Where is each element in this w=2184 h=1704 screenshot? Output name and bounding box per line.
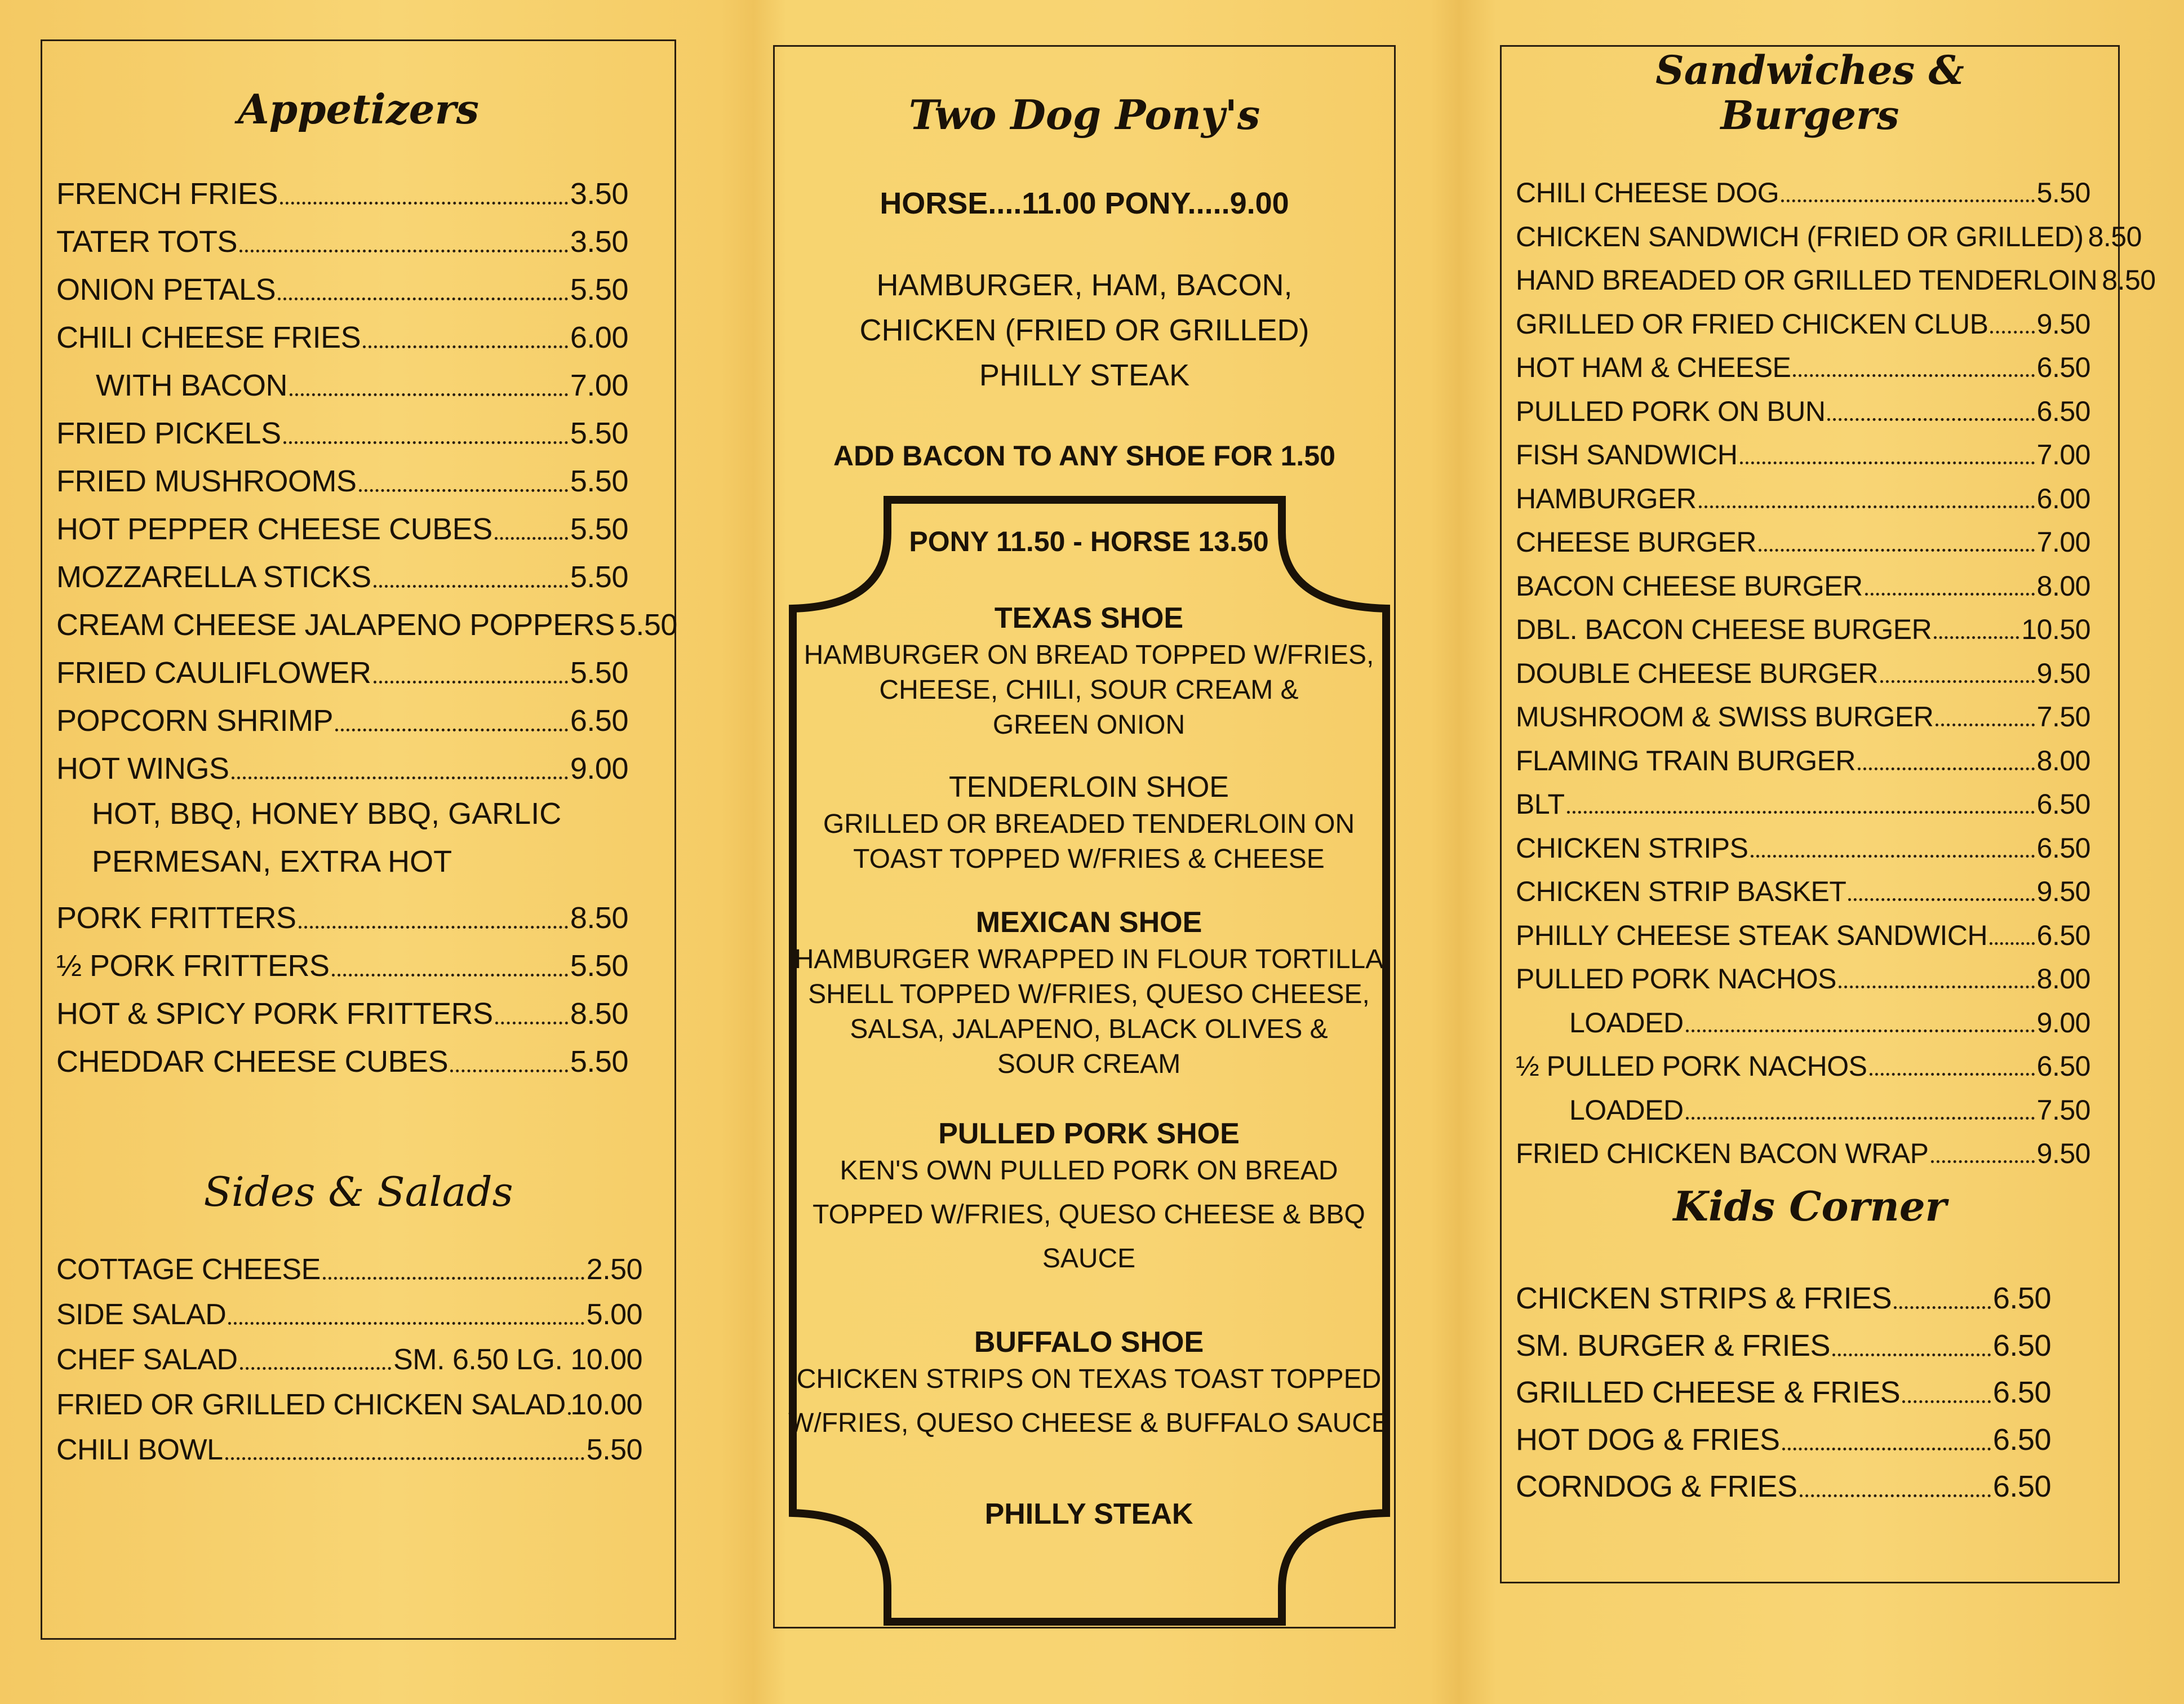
dot-leader xyxy=(1782,1448,1991,1450)
menu-item-price: 2.50 xyxy=(586,1253,642,1286)
menu-item-price: 9.00 xyxy=(2036,1006,2090,1039)
menu-item-row xyxy=(1516,1328,2051,1363)
menu-item-price: 10.50 xyxy=(2021,614,2090,645)
dot-leader xyxy=(1880,680,2035,683)
shoe-description-line: GRILLED OR BREADED TENDERLOIN ON xyxy=(823,809,1355,839)
dot-leader xyxy=(228,1322,584,1325)
menu-item-price: 8.00 xyxy=(2036,963,2090,995)
shoe-description-line: TOAST TOPPED W/FRIES & CHEESE xyxy=(853,844,1325,874)
menu-item-name: GRILLED OR FRIED CHICKEN CLUB xyxy=(1516,308,1988,340)
dot-leader xyxy=(1686,1030,2035,1032)
menu-item-price: 5.50 xyxy=(570,560,628,594)
menu-item-row xyxy=(56,1343,642,1377)
dot-leader xyxy=(239,250,568,252)
menu-item-row xyxy=(1516,1281,2051,1316)
menu-item-row xyxy=(1516,220,2142,253)
menu-item-name: FRIED MUSHROOMS xyxy=(56,464,357,498)
menu-item-name: HOT WINGS xyxy=(56,752,229,786)
menu-item-name: CORNDOG & FRIES xyxy=(1516,1470,1797,1503)
dot-leader xyxy=(363,345,568,348)
menu-item-name: CHEF SALAD xyxy=(56,1343,238,1376)
dot-leader xyxy=(299,926,568,929)
menu-item-name: CHICKEN STRIPS & FRIES xyxy=(1516,1281,1892,1315)
menu-item-name: FLAMING TRAIN BURGER xyxy=(1516,744,1856,776)
dot-leader xyxy=(323,1277,584,1280)
menu-item-row xyxy=(56,224,628,259)
menu-item-price: 5.50 xyxy=(586,1434,642,1466)
menu-item-row xyxy=(1516,395,2090,428)
menu-item-row xyxy=(56,948,628,983)
menu-item-name: FISH SANDWICH xyxy=(1516,439,1738,471)
menu-item-price: 9.50 xyxy=(2036,657,2090,689)
menu-item-price: 8.50 xyxy=(2102,264,2156,296)
menu-item-name: WITH BACON xyxy=(96,369,287,402)
menu-item-price: 9.50 xyxy=(2036,876,2090,907)
shoe-description-line: CHICKEN STRIPS ON TEXAS TOAST TOPPED xyxy=(796,1364,1382,1394)
menu-item-price: 5.50 xyxy=(570,464,628,498)
dot-leader xyxy=(1934,636,2019,639)
dot-leader xyxy=(1902,1400,1991,1403)
shoe-description-line: SAUCE xyxy=(1042,1244,1136,1273)
menu-item-row xyxy=(1516,613,2090,646)
menu-item-row xyxy=(1516,744,2090,777)
menu-item-row xyxy=(1516,962,2090,995)
menu-item-row xyxy=(1516,308,2090,340)
dot-leader xyxy=(1990,331,2034,334)
dot-leader xyxy=(1931,1160,2035,1163)
dot-leader xyxy=(1990,942,2035,945)
menu-item-name: LOADED xyxy=(1569,1094,1684,1126)
menu-item-price: 5.50 xyxy=(570,512,628,546)
menu-item-row xyxy=(1516,1469,2051,1504)
dot-leader xyxy=(450,1070,568,1072)
menu-item-row xyxy=(56,1298,642,1332)
dot-leader xyxy=(1936,724,2034,726)
menu-item-name: CHEESE BURGER xyxy=(1516,526,1756,558)
shoe-name: MEXICAN SHOE xyxy=(975,906,1202,939)
menu-item-price: 8.50 xyxy=(2088,220,2142,252)
menu-item-price: 6.00 xyxy=(570,321,628,354)
menu-item-price: 5.00 xyxy=(586,1298,642,1331)
menu-item-price: 7.50 xyxy=(2036,701,2090,733)
menu-item-row xyxy=(56,512,628,547)
menu-item-row xyxy=(56,464,628,499)
sandwiches-panel xyxy=(1500,45,2156,1583)
sides-title: Sides & Salads xyxy=(203,1168,513,1215)
menu-item-price: 3.50 xyxy=(570,225,628,259)
menu-item-row xyxy=(1516,875,2090,908)
menu-item-price: 7.00 xyxy=(2036,526,2090,558)
menu-item-name: PHILLY CHEESE STEAK SANDWICH xyxy=(1516,919,1988,951)
menu-item-price: 6.50 xyxy=(1992,1470,2051,1503)
menu-item-name: HAMBURGER xyxy=(1516,482,1697,514)
dot-leader xyxy=(1686,1117,2035,1120)
dot-leader xyxy=(1759,549,2035,552)
menu-item-price: 8.00 xyxy=(2036,570,2090,602)
menu-item-row xyxy=(1516,176,2090,209)
menu-item-row xyxy=(56,416,628,451)
menu-item-row xyxy=(56,996,628,1031)
menu-item-name: CHICKEN STRIPS xyxy=(1516,832,1748,864)
menu-item-row xyxy=(1516,1137,2090,1170)
menu-item-price: 6.50 xyxy=(2036,352,2090,383)
menu-item-price: 6.50 xyxy=(1992,1422,2051,1457)
dot-leader xyxy=(1751,855,2035,858)
shoe-name: TENDERLOIN SHOE xyxy=(949,771,1229,804)
dot-leader xyxy=(359,489,568,492)
menu-item-price: 8.00 xyxy=(2036,744,2090,776)
menu-item-row xyxy=(1516,351,2090,384)
dot-leader xyxy=(278,298,568,300)
menu-item-row xyxy=(56,1044,628,1079)
menu-item-name: HAND BREADED OR GRILLED TENDERLOIN xyxy=(1516,264,2098,296)
dot-leader xyxy=(1832,1354,1991,1356)
shoe-prices: PONY 11.50 - HORSE 13.50 xyxy=(909,526,1269,557)
dot-leader xyxy=(495,1022,568,1024)
size-prices: HORSE....11.00 PONY.....9.00 xyxy=(880,187,1289,220)
menu-item-name: MUSHROOM & SWISS BURGER xyxy=(1516,701,1934,733)
menu-item-price: 9.50 xyxy=(2036,308,2090,340)
menu-item-price: 8.50 xyxy=(570,901,628,935)
dot-leader xyxy=(1848,898,2034,901)
menu-item-price: 7.00 xyxy=(2036,439,2090,471)
choices-line-2: CHICKEN (FRIED OR GRILLED) xyxy=(859,313,1309,347)
menu-item-price: 9.00 xyxy=(570,752,628,786)
menu-item-name: FRIED PICKELS xyxy=(56,416,281,450)
menu-item-name: BACON CHEESE BURGER xyxy=(1516,570,1863,602)
dot-leader xyxy=(495,537,568,540)
menu-item-price: 6.50 xyxy=(1992,1375,2051,1409)
menu-item-row xyxy=(56,272,628,307)
menu-item-price: 6.50 xyxy=(1992,1328,2051,1363)
shoe-description-line: KEN'S OWN PULLED PORK ON BREAD xyxy=(840,1156,1338,1186)
menu-item-price: 5.50 xyxy=(570,273,628,307)
menu-item-row xyxy=(56,176,628,211)
menu-item-row xyxy=(1516,700,2090,733)
shoe-name: BUFFALO SHOE xyxy=(974,1326,1204,1359)
shoe-description-line: GREEN ONION xyxy=(992,710,1186,740)
dot-leader xyxy=(1740,462,2035,464)
menu-item-name: HOT DOG & FRIES xyxy=(1516,1422,1780,1457)
dot-leader xyxy=(1800,1494,1991,1497)
menu-item-name: PULLED PORK NACHOS xyxy=(1516,963,1836,995)
menu-item-row xyxy=(1516,264,2156,296)
menu-item-row xyxy=(56,751,628,786)
dot-leader xyxy=(283,441,568,444)
menu-item-name: HOT HAM & CHEESE xyxy=(1516,352,1791,383)
menu-item-row xyxy=(56,900,628,935)
menu-item-price: 6.50 xyxy=(2036,919,2090,951)
shoe-description-line: W/FRIES, QUESO CHEESE & BUFFALO SAUCE xyxy=(788,1408,1390,1438)
menu-item-name: ½ PORK FRITTERS xyxy=(56,949,330,983)
menu-item-row xyxy=(56,1388,642,1422)
dot-leader xyxy=(1699,505,2035,508)
dot-leader xyxy=(225,1457,584,1460)
kids-corner-title: Kids Corner xyxy=(1673,1182,1947,1230)
wings-note-line-2: PERMESAN, EXTRA HOT xyxy=(92,845,452,878)
wings-note-line-1: HOT, BBQ, HONEY BBQ, GARLIC xyxy=(92,797,562,831)
menu-item-name: SIDE SALAD xyxy=(56,1298,227,1331)
menu-item-name: ½ PULLED PORK NACHOS xyxy=(1516,1050,1867,1082)
menu-item-name: FRENCH FRIES xyxy=(56,177,278,211)
dot-leader xyxy=(1865,593,2035,596)
menu-item-row xyxy=(56,607,677,642)
shoe-description-line: TOPPED W/FRIES, QUESO CHEESE & BBQ xyxy=(813,1200,1365,1230)
menu-item-name: PORK FRITTERS xyxy=(56,901,296,935)
shoe-name: PULLED PORK SHOE xyxy=(938,1117,1240,1150)
dot-leader xyxy=(1827,418,2034,421)
menu-item-price: SM. 6.50 LG. 10.00 xyxy=(393,1343,642,1376)
menu-item-name: FRIED CAULIFLOWER xyxy=(56,656,371,690)
menu-item-row xyxy=(1569,1094,2090,1126)
menu-item-row xyxy=(1516,1050,2090,1082)
sandwiches-title-line-2: Burgers xyxy=(1720,92,1899,139)
dot-leader xyxy=(374,585,568,588)
menu-item-row xyxy=(56,655,628,690)
menu-item-price: 3.50 xyxy=(570,177,628,211)
shoe-description-line: CHEESE, CHILI, SOUR CREAM & xyxy=(879,675,1299,705)
menu-item-name: LOADED xyxy=(1569,1006,1684,1039)
menu-item-row xyxy=(1516,919,2090,952)
two-dog-ponys-title: Two Dog Pony's xyxy=(908,91,1260,139)
menu-item-price: 7.50 xyxy=(2036,1094,2090,1126)
shoe-description-line: HAMBURGER WRAPPED IN FLOUR TORTILLA xyxy=(794,944,1384,974)
menu-item-row xyxy=(1516,482,2090,515)
dot-leader xyxy=(374,681,568,684)
menu-item-row xyxy=(1516,570,2090,602)
dot-leader xyxy=(1858,767,2035,770)
menu-item-price: 5.50 xyxy=(570,656,628,690)
menu-item-name: CHILI CHEESE FRIES xyxy=(56,321,361,354)
menu-item-name: CHILI CHEESE DOG xyxy=(1516,177,1779,208)
menu-item-row xyxy=(1516,526,2090,558)
choices-line-1: HAMBURGER, HAM, BACON, xyxy=(876,268,1293,302)
menu-item-name: SM. BURGER & FRIES xyxy=(1516,1328,1831,1363)
menu-item-price: 6.50 xyxy=(1992,1281,2051,1315)
dot-leader xyxy=(332,974,568,977)
sandwiches-title-line-1: Sandwiches & xyxy=(1655,47,1964,94)
shoe-name: PHILLY STEAK xyxy=(984,1498,1193,1530)
dot-leader xyxy=(1793,374,2034,377)
menu-item-name: POPCORN SHRIMP xyxy=(56,704,334,738)
menu-item-row xyxy=(1516,657,2090,690)
menu-item-row xyxy=(96,368,628,403)
menu-item-price: 10.00 xyxy=(570,1388,642,1421)
menu-item-name: DBL. BACON CHEESE BURGER xyxy=(1516,614,1932,645)
menu-item-name: CHICKEN STRIP BASKET xyxy=(1516,876,1846,907)
menu-item-name: HOT & SPICY PORK FRITTERS xyxy=(56,997,493,1031)
dot-leader xyxy=(1781,199,2035,202)
menu-item-name: PULLED PORK ON BUN xyxy=(1516,395,1826,427)
menu-item-name: COTTAGE CHEESE xyxy=(56,1253,321,1286)
menu-item-row xyxy=(56,320,628,355)
menu-item-row xyxy=(1516,832,2090,864)
menu-item-price: 7.00 xyxy=(570,369,628,402)
menu-item-row xyxy=(56,703,628,738)
menu-item-row xyxy=(56,1433,642,1467)
menu-item-row xyxy=(1516,1422,2051,1457)
choices-line-3: PHILLY STEAK xyxy=(979,358,1190,392)
dot-leader xyxy=(335,729,568,731)
menu-item-price: 5.50 xyxy=(570,416,628,450)
dot-leader xyxy=(240,1367,392,1370)
menu-item-price: 5.50 xyxy=(570,1045,628,1079)
add-bacon-note: ADD BACON TO ANY SHOE FOR 1.50 xyxy=(833,440,1335,472)
menu-item-price: 6.50 xyxy=(570,704,628,738)
menu-item-name: FRIED OR GRILLED CHICKEN SALAD xyxy=(56,1388,566,1421)
menu-item-row xyxy=(1516,1375,2051,1410)
menu-item-name: BLT xyxy=(1516,788,1565,820)
menu-item-price: 5.50 xyxy=(570,949,628,983)
menu-item-name: DOUBLE CHEESE BURGER xyxy=(1516,657,1878,689)
menu-item-name: CHICKEN SANDWICH (FRIED OR GRILLED) xyxy=(1516,220,2084,252)
menu-item-price: 9.50 xyxy=(2036,1138,2090,1169)
menu-item-name: MOZZARELLA STICKS xyxy=(56,560,371,594)
dot-leader xyxy=(290,393,568,396)
menu-item-price: 6.50 xyxy=(2036,788,2090,820)
shoe-description-line: SALSA, JALAPENO, BLACK OLIVES & xyxy=(850,1014,1328,1044)
dot-leader xyxy=(232,776,568,779)
appetizers-title: Appetizers xyxy=(237,85,480,133)
shoe-description-line: SHELL TOPPED W/FRIES, QUESO CHEESE, xyxy=(808,979,1370,1009)
menu-item-price: 6.50 xyxy=(2036,832,2090,864)
dot-leader xyxy=(1567,811,2035,814)
menu-item-price: 6.50 xyxy=(2036,1050,2090,1082)
menu-item-name: GRILLED CHEESE & FRIES xyxy=(1516,1375,1901,1409)
menu-item-price: 5.50 xyxy=(619,608,677,642)
menu-item-row xyxy=(56,560,628,594)
menu-item-price: 5.50 xyxy=(2036,177,2090,208)
shoe-description-line: SOUR CREAM xyxy=(997,1049,1181,1079)
menu-item-name: CREAM CHEESE JALAPENO POPPERS xyxy=(56,608,615,642)
shoe-description-line: HAMBURGER ON BREAD TOPPED W/FRIES, xyxy=(804,640,1374,670)
menu-item-name: HOT PEPPER CHEESE CUBES xyxy=(56,512,492,546)
menu-item-name: ONION PETALS xyxy=(56,273,276,307)
dot-leader xyxy=(1839,986,2035,988)
menu-item-row xyxy=(1516,438,2090,471)
menu-item-row xyxy=(1569,1006,2090,1039)
shoe-name: TEXAS SHOE xyxy=(994,602,1184,634)
dot-leader xyxy=(1894,1306,1991,1309)
menu-item-row xyxy=(56,1253,642,1286)
menu-item-price: 8.50 xyxy=(570,997,628,1031)
menu-item-name: CHILI BOWL xyxy=(56,1434,223,1466)
menu-item-name: CHEDDAR CHEESE CUBES xyxy=(56,1045,449,1079)
appetizers-panel xyxy=(41,39,676,1640)
menu-item-name: FRIED CHICKEN BACON WRAP xyxy=(1516,1138,1929,1169)
menu-item-row xyxy=(1516,788,2090,820)
menu-item-name: TATER TOTS xyxy=(56,225,238,259)
dot-leader xyxy=(1870,1073,2035,1076)
dot-leader xyxy=(280,202,568,205)
menu-item-price: 6.50 xyxy=(2036,395,2090,427)
menu-item-price: 6.00 xyxy=(2036,482,2090,514)
